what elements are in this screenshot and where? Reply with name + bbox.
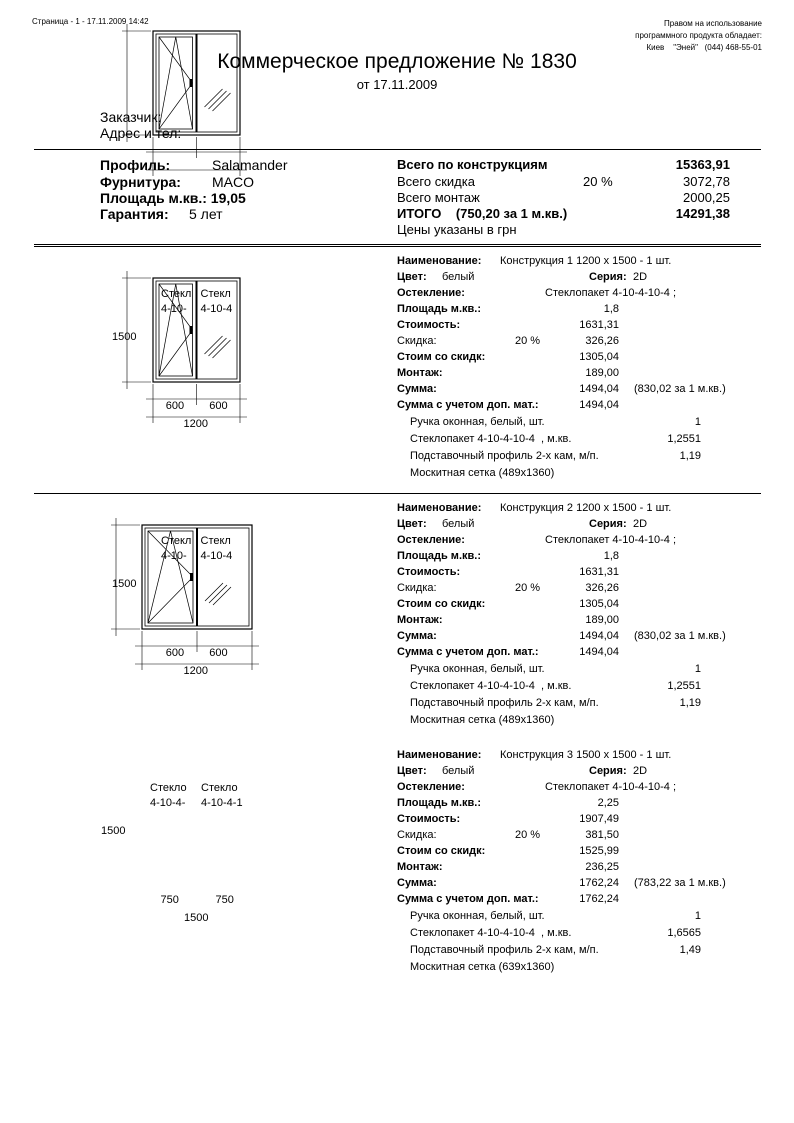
name-value: Конструкция 1 1200 x 1500 - 1 шт.: [500, 255, 672, 267]
series-value: 2D: [633, 765, 648, 777]
glazing-label: Остекление:: [397, 287, 465, 299]
mount-label: Монтаж:: [397, 367, 443, 379]
color-value: белый: [442, 271, 475, 283]
sum-extra-value: 1494,04: [579, 399, 619, 411]
grand-total-value: 14291,38: [675, 206, 730, 221]
extra-item-name: Стеклопакет 4-10-4-10-4 , м.кв.: [410, 433, 572, 445]
currency-note: Цены указаны в грн: [397, 222, 517, 237]
color-label: Цвет:: [397, 271, 427, 283]
cost-value: 1631,31: [579, 319, 619, 331]
turn-line: [159, 37, 193, 129]
glazing-label: Остекление:: [397, 781, 465, 793]
profile-value: Salamander: [212, 157, 288, 173]
sum-label: Сумма:: [397, 877, 437, 889]
total-width-label: 1500: [184, 912, 209, 924]
customer-label: Заказчик:: [100, 109, 162, 125]
area-label: Площадь м.кв.:: [397, 797, 481, 809]
total-width-label: 1200: [183, 665, 208, 677]
sum-extra-label: Сумма с учетом доп. мат.:: [397, 399, 539, 411]
document-date: от 17.11.2009: [356, 77, 438, 92]
cost-label: Стоимость:: [397, 319, 461, 331]
warranty-label: Гарантия:: [100, 206, 169, 222]
extra-item-qty: 1,2551: [667, 433, 701, 445]
window-sash: [159, 37, 193, 129]
series-label: Серия:: [589, 518, 627, 530]
color-value: белый: [442, 765, 475, 777]
glass-label-line: Стекл: [161, 288, 192, 300]
sum-per-m2: (783,22 за 1 м.кв.): [634, 877, 726, 889]
mount-value: 2000,25: [683, 190, 730, 205]
construction-section: [0, 247, 794, 726]
right-width-label: 600: [209, 400, 228, 412]
discount-pct: 20 %: [515, 582, 541, 594]
discount-label: Скидка:: [397, 582, 437, 594]
handle-icon: [190, 326, 193, 334]
mount-value: 189,00: [585, 614, 619, 626]
sum-label: Сумма:: [397, 383, 437, 395]
after-discount-value: 1305,04: [579, 598, 619, 610]
series-value: 2D: [633, 271, 648, 283]
warranty-value: 5 лет: [189, 206, 223, 222]
rights-line-1: Правом на использование: [664, 19, 762, 28]
extra-item-qty: 1: [694, 416, 701, 428]
sum-value: 1762,24: [579, 877, 619, 889]
area-value: 1,8: [603, 303, 619, 315]
area-label: Площадь м.кв.:: [397, 550, 481, 562]
window-sash: [148, 531, 193, 623]
mount-value: 236,25: [585, 861, 619, 873]
extra-item-name: Подставочный профиль 2-х кам, м/п.: [410, 450, 599, 462]
extra-item-name: Москитная сетка (489x1360): [410, 467, 555, 479]
document-title: Коммерческое предложение № 1830: [217, 50, 577, 73]
after-discount-label: Стоим со скидк:: [397, 351, 486, 363]
rights-line-3: Киев "Эней" (044) 468-55-01: [646, 43, 762, 52]
extra-item-name: Ручка оконная, белый, шт.: [410, 663, 545, 675]
series-label: Серия:: [589, 765, 627, 777]
glass-label-line: 4-10-4-1: [201, 797, 243, 809]
mount-label: Всего монтаж: [397, 190, 480, 205]
glass-label-line: Стекл: [200, 288, 231, 300]
mount-label: Монтаж:: [397, 614, 443, 626]
series-label: Серия:: [589, 271, 627, 283]
sum-extra-value: 1762,24: [579, 893, 619, 905]
color-value: белый: [442, 518, 475, 530]
glazing-value: Стеклопакет 4-10-4-10-4 ;: [545, 287, 677, 299]
extra-item-name: Москитная сетка (489x1360): [410, 714, 555, 726]
left-width-label: 600: [165, 647, 185, 659]
glazing-value: Стеклопакет 4-10-4-10-4 ;: [545, 534, 677, 546]
grand-total-label: ИТОГО (750,20 за 1 м.кв.): [397, 206, 568, 221]
tilt-line: [148, 531, 193, 623]
window-sash: [159, 284, 193, 376]
area-value: 1,8: [603, 550, 619, 562]
address-label: Адрес и тел:: [100, 125, 182, 141]
height-label: 1500: [101, 825, 126, 837]
discount-value: 3072,78: [683, 174, 730, 189]
page-info: Страница - 1 - 17.11.2009 14:42: [32, 17, 149, 26]
sum-extra-value: 1494,04: [579, 646, 619, 658]
discount-value: 381,50: [585, 829, 619, 841]
discount-label: Всего скидка: [397, 174, 475, 189]
total-value: 15363,91: [675, 157, 730, 172]
cost-value: 1631,31: [579, 566, 619, 578]
discount-pct: 20 %: [583, 174, 613, 189]
sum-extra-label: Сумма с учетом доп. мат.:: [397, 893, 539, 905]
series-value: 2D: [633, 518, 648, 530]
extra-item-name: Ручка оконная, белый, шт.: [410, 416, 545, 428]
right-width-label: 600: [209, 647, 228, 659]
right-width-label: 750: [215, 894, 234, 906]
glass-label-line: 4-10-: [161, 303, 187, 315]
extra-item-qty: 1,19: [679, 697, 701, 709]
discount-value: 326,26: [585, 582, 619, 594]
window-drawing: [0, 494, 794, 741]
sum-value: 1494,04: [579, 630, 619, 642]
extra-item-qty: 1: [694, 910, 701, 922]
right-glass-label: [201, 781, 243, 811]
hardware-label: Фурнитура:: [100, 174, 181, 190]
after-discount-value: 1525,99: [579, 845, 619, 857]
glass-label-line: Стекл: [161, 535, 192, 547]
discount-label: Скидка:: [397, 829, 437, 841]
glass-label-line: 4-10-: [161, 550, 187, 562]
extra-item-qty: 1,49: [679, 944, 701, 956]
mount-label: Монтаж:: [397, 861, 443, 873]
glass-label-line: 4-10-4-: [150, 797, 186, 809]
window-drawing: [0, 0, 794, 247]
glass-label-line: Стекло: [201, 782, 238, 794]
name-value: Конструкция 3 1500 x 1500 - 1 шт.: [500, 749, 672, 761]
discount-value: 326,26: [585, 335, 619, 347]
height-label: 1500: [112, 331, 137, 343]
construction-section: [0, 494, 794, 973]
extra-item-name: Москитная сетка (639x1360): [410, 961, 555, 973]
extra-item-name: Ручка оконная, белый, шт.: [410, 910, 545, 922]
left-width-label: 750: [160, 894, 179, 906]
area-value: 2,25: [597, 797, 619, 809]
sum-value: 1494,04: [579, 383, 619, 395]
left-glass-label: [150, 781, 187, 811]
glazing-label: Остекление:: [397, 534, 465, 546]
name-label: Наименование:: [397, 255, 482, 267]
extra-item-name: Подставочный профиль 2-х кам, м/п.: [410, 944, 599, 956]
sum-per-m2: (830,02 за 1 м.кв.): [634, 630, 726, 642]
color-label: Цвет:: [397, 518, 427, 530]
construction-section: [0, 0, 794, 479]
turn-line: [148, 531, 193, 623]
total-width-label: 1200: [183, 418, 208, 430]
area-label: Площадь м.кв.:: [397, 303, 481, 315]
mount-value: 189,00: [585, 367, 619, 379]
glazing-value: Стеклопакет 4-10-4-10-4 ;: [545, 781, 677, 793]
glass-label-line: Стекл: [200, 535, 231, 547]
name-value: Конструкция 2 1200 x 1500 - 1 шт.: [500, 502, 672, 514]
handle-icon: [190, 573, 193, 581]
rights-line-2: программного продукта обладает:: [635, 31, 762, 40]
glass-label-line: 4-10-4: [200, 550, 233, 562]
extra-item-name: Стеклопакет 4-10-4-10-4 , м.кв.: [410, 680, 572, 692]
extra-item-name: Подставочный профиль 2-х кам, м/п.: [410, 697, 599, 709]
profile-label: Профиль:: [100, 157, 171, 173]
tilt-line: [159, 37, 193, 129]
discount-pct: 20 %: [515, 335, 541, 347]
total-label: Всего по конструкциям: [397, 157, 548, 172]
hardware-value: MACO: [212, 174, 254, 190]
after-discount-label: Стоим со скидк:: [397, 598, 486, 610]
sum-extra-label: Сумма с учетом доп. мат.:: [397, 646, 539, 658]
name-label: Наименование:: [397, 502, 482, 514]
after-discount-label: Стоим со скидк:: [397, 845, 486, 857]
extra-item-qty: 1,19: [679, 450, 701, 462]
cost-label: Стоимость:: [397, 813, 461, 825]
sum-label: Сумма:: [397, 630, 437, 642]
extra-item-qty: 1,2551: [667, 680, 701, 692]
cost-value: 1907,49: [579, 813, 619, 825]
extra-item-qty: 1,6565: [667, 927, 701, 939]
name-label: Наименование:: [397, 749, 482, 761]
glass-label-line: Стекло: [150, 782, 187, 794]
discount-pct: 20 %: [515, 829, 541, 841]
sum-per-m2: (830,02 за 1 м.кв.): [634, 383, 726, 395]
discount-label: Скидка:: [397, 335, 437, 347]
cost-label: Стоимость:: [397, 566, 461, 578]
height-label: 1500: [112, 578, 137, 590]
extra-item-qty: 1: [694, 663, 701, 675]
glass-label-line: 4-10-4: [200, 303, 233, 315]
color-label: Цвет:: [397, 765, 427, 777]
extra-item-name: Стеклопакет 4-10-4-10-4 , м.кв.: [410, 927, 572, 939]
area-label: Площадь м.кв.: 19,05: [100, 190, 246, 206]
tilt-line: [159, 284, 193, 376]
left-width-label: 600: [165, 400, 185, 412]
handle-icon: [190, 79, 193, 87]
turn-line: [159, 284, 193, 376]
after-discount-value: 1305,04: [579, 351, 619, 363]
window-drawing: [0, 247, 794, 494]
